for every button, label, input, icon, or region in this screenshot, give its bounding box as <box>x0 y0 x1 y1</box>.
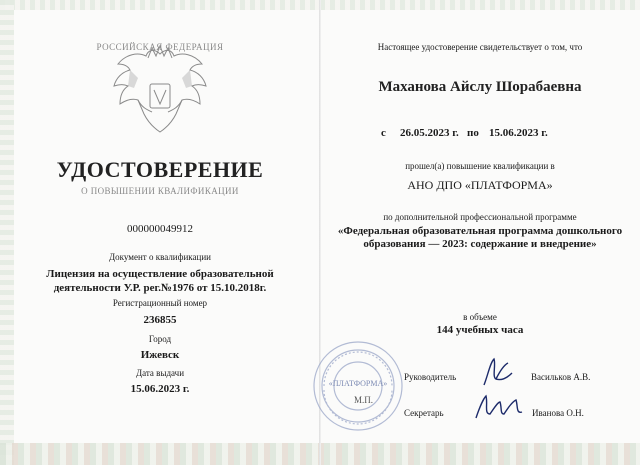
city-label: Город <box>148 334 172 344</box>
volume-label: в объеме <box>463 312 497 322</box>
coat-of-arms-icon <box>108 44 212 136</box>
country-header: РОССИЙСКАЯ ФЕДЕРАЦИЯ <box>96 42 224 52</box>
period-to-date: 15.06.2023 г. <box>489 127 548 139</box>
secretary-name: Иванова О.Н. <box>532 408 584 418</box>
license-line-1: Лицензия на осуществление образовательной <box>46 268 274 280</box>
program-line-1: «Федеральная образовательная программа дошкольного <box>337 225 623 237</box>
stamp-place-label: М.П. <box>354 395 374 405</box>
volume-value: 144 учебных часа <box>436 324 524 336</box>
program-intro: по дополнительной профессиональной программе <box>383 212 577 222</box>
document-label: Документ о квалификации <box>109 252 211 262</box>
head-name: Васильков А.В. <box>531 372 591 382</box>
holder-name: Маханова Айслу Шорабаевна <box>378 79 582 95</box>
reg-number-value: 236855 <box>143 314 177 326</box>
left-border <box>0 0 14 465</box>
reg-number-label: Регистрационный номер <box>112 298 208 308</box>
secretary-label: Секретарь <box>404 408 444 418</box>
head-signature-icon <box>478 355 518 389</box>
period-to-prefix: по <box>467 127 479 139</box>
program-line-2: образования — 2023: содержание и внедрение» <box>363 238 597 250</box>
organization-name: АНО ДПО «ПЛАТФОРМА» <box>407 178 553 192</box>
seal-center-text: «ПЛАТФОРМА» <box>328 379 388 388</box>
certificate-number: 000000049912 <box>127 223 193 235</box>
intro-text: Настоящее удостоверение свидетельствует о том, что <box>377 42 583 52</box>
certificate-subtitle: О ПОВЫШЕНИИ КВАЛИФИКАЦИИ <box>81 186 239 196</box>
period-from-prefix: с <box>381 127 386 139</box>
secretary-signature-icon <box>472 392 528 422</box>
license-line-2: деятельности У.Р. рег.№1976 от 15.10.2018г. <box>53 282 267 294</box>
head-label: Руководитель <box>404 372 457 382</box>
period-from-date: 26.05.2023 г. <box>400 127 459 139</box>
issue-date-label: Дата выдачи <box>135 368 185 378</box>
issue-date-value: 15.06.2023 г. <box>130 383 190 395</box>
city-value: Ижевск <box>140 349 180 361</box>
passed-text: прошел(а) повышение квалификации в <box>405 161 555 171</box>
certificate-title: УДОСТОВЕРЕНИЕ <box>56 157 264 182</box>
